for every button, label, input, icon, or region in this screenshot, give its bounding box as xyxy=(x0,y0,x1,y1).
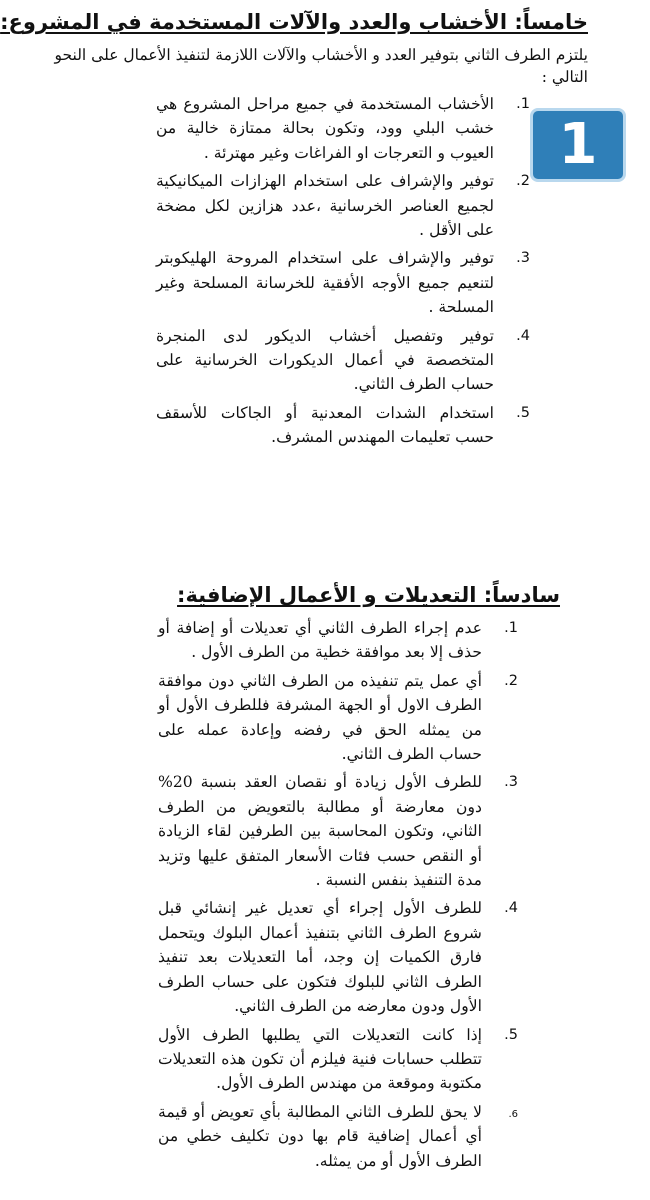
item-number: .3 xyxy=(516,250,530,267)
item-text: توفير والإشراف على استخدام الهزازات الميكانيكية لجميع العناصر الخرسانية ،عدد هزازين لكل مضخة على الأقل . xyxy=(156,172,494,240)
item-number: .2 xyxy=(504,672,518,689)
list-item xyxy=(156,401,530,450)
section6-list xyxy=(158,616,518,1177)
list-item xyxy=(156,92,530,165)
item-number: .6 xyxy=(508,1108,518,1120)
item-text: توفير وتفصيل أخشاب الديكور لدى المنجرة المتخصصة في أعمال الديكورات الخرسانية على حساب الطرف الثاني. xyxy=(156,326,494,394)
item-text: إذا كانت التعديلات التي يطلبها الطرف الأول تتطلب حسابات فنية فيلزم أن تكون هذه التعديلات مكتوبة وموقعة من مهندس الطرف الأول. xyxy=(158,1025,482,1093)
item-text: للطرف الأول زيادة أو نقصان العقد بنسبة 20% دون معارضة أو مطالبة بالتعويض من الطرف الثاني، وتكون المحاسبة بين الطرفين لقاء الزيادة أو النقص حسب فئات الأسعار المتفق عليها وتزيد مدة التنفيذ بنفس النسبة . xyxy=(158,773,482,890)
section5-list xyxy=(156,92,530,454)
item-number: .1 xyxy=(504,620,518,636)
item-number: .4 xyxy=(504,900,518,917)
badge-label: 1 xyxy=(558,112,598,177)
item-text: أي عمل يتم تنفيذه من الطرف الثاني دون موافقة الطرف الاول أو الجهة المشرفة فللطرف الأول أو من يمثله الحق في رفضه وإعادة عمله على حساب الطرف الثاني. xyxy=(158,671,482,764)
section5-intro: يلتزم الطرف الثاني بتوفير العدد و الأخشاب والآلات اللازمة لتنفيذ الأعمال على النحو التالي : xyxy=(54,46,588,86)
item-text: الأخشاب المستخدمة في جميع مراحل المشروع هي خشب البلي وود، وتكون بحالة ممتازة خالية من العيوب و التعرجات او الفراغات وغير مهترئة . xyxy=(156,95,494,162)
item-text: لا يحق للطرف الثاني المطالبة بأي تعويض أو قيمة أي أعمال إضافية قام بها دون تكليف خطي من الطرف الأول أو من يمثله. xyxy=(158,1102,482,1170)
item-number: .2 xyxy=(516,173,530,190)
list-item xyxy=(158,1023,518,1096)
item-text: للطرف الأول إجراء أي تعديل غير إنشائي قبل شروع الطرف الثاني بتنفيذ أعمال البلوك ويتحمل فارق الكميات إن وجد، أما التعديلات بعد تنفيذ الطرف الثاني للبلوك فتكون على حساب الطرف الأول ودون معارضه من الطرف الثاني. xyxy=(158,899,482,1016)
list-item xyxy=(158,616,518,665)
section5-title: خامساً: الأخشاب والعدد والآلات المستخدمة في المشروع: xyxy=(0,10,588,34)
section6-title: سادساً: التعديلات و الأعمال الإضافية: xyxy=(177,583,560,607)
item-number: .3 xyxy=(504,774,518,791)
item-text: توفير والإشراف على استخدام المروحة الهليكوبتر لتنعيم جميع الأوجه الأفقية للخرسانة المسلحة وغير المسلحة . xyxy=(156,249,494,317)
list-item xyxy=(156,169,530,242)
list-item xyxy=(156,246,530,319)
page-number-badge xyxy=(530,108,626,182)
list-item xyxy=(158,669,518,767)
list-item xyxy=(158,896,518,1018)
item-number: .1 xyxy=(516,96,530,112)
item-number: .4 xyxy=(516,327,530,344)
item-text: عدم إجراء الطرف الثاني أي تعديلات أو إضافة أو حذف إلا بعد موافقة خطية من الطرف الأول . xyxy=(158,619,482,662)
list-item xyxy=(156,324,530,397)
list-item xyxy=(158,1100,518,1173)
list-item xyxy=(158,770,518,892)
item-number: .5 xyxy=(504,1026,518,1043)
item-text: استخدام الشدات المعدنية أو الجاكات للأسقف حسب تعليمات المهندس المشرف. xyxy=(156,403,494,447)
item-number: .5 xyxy=(516,404,530,421)
